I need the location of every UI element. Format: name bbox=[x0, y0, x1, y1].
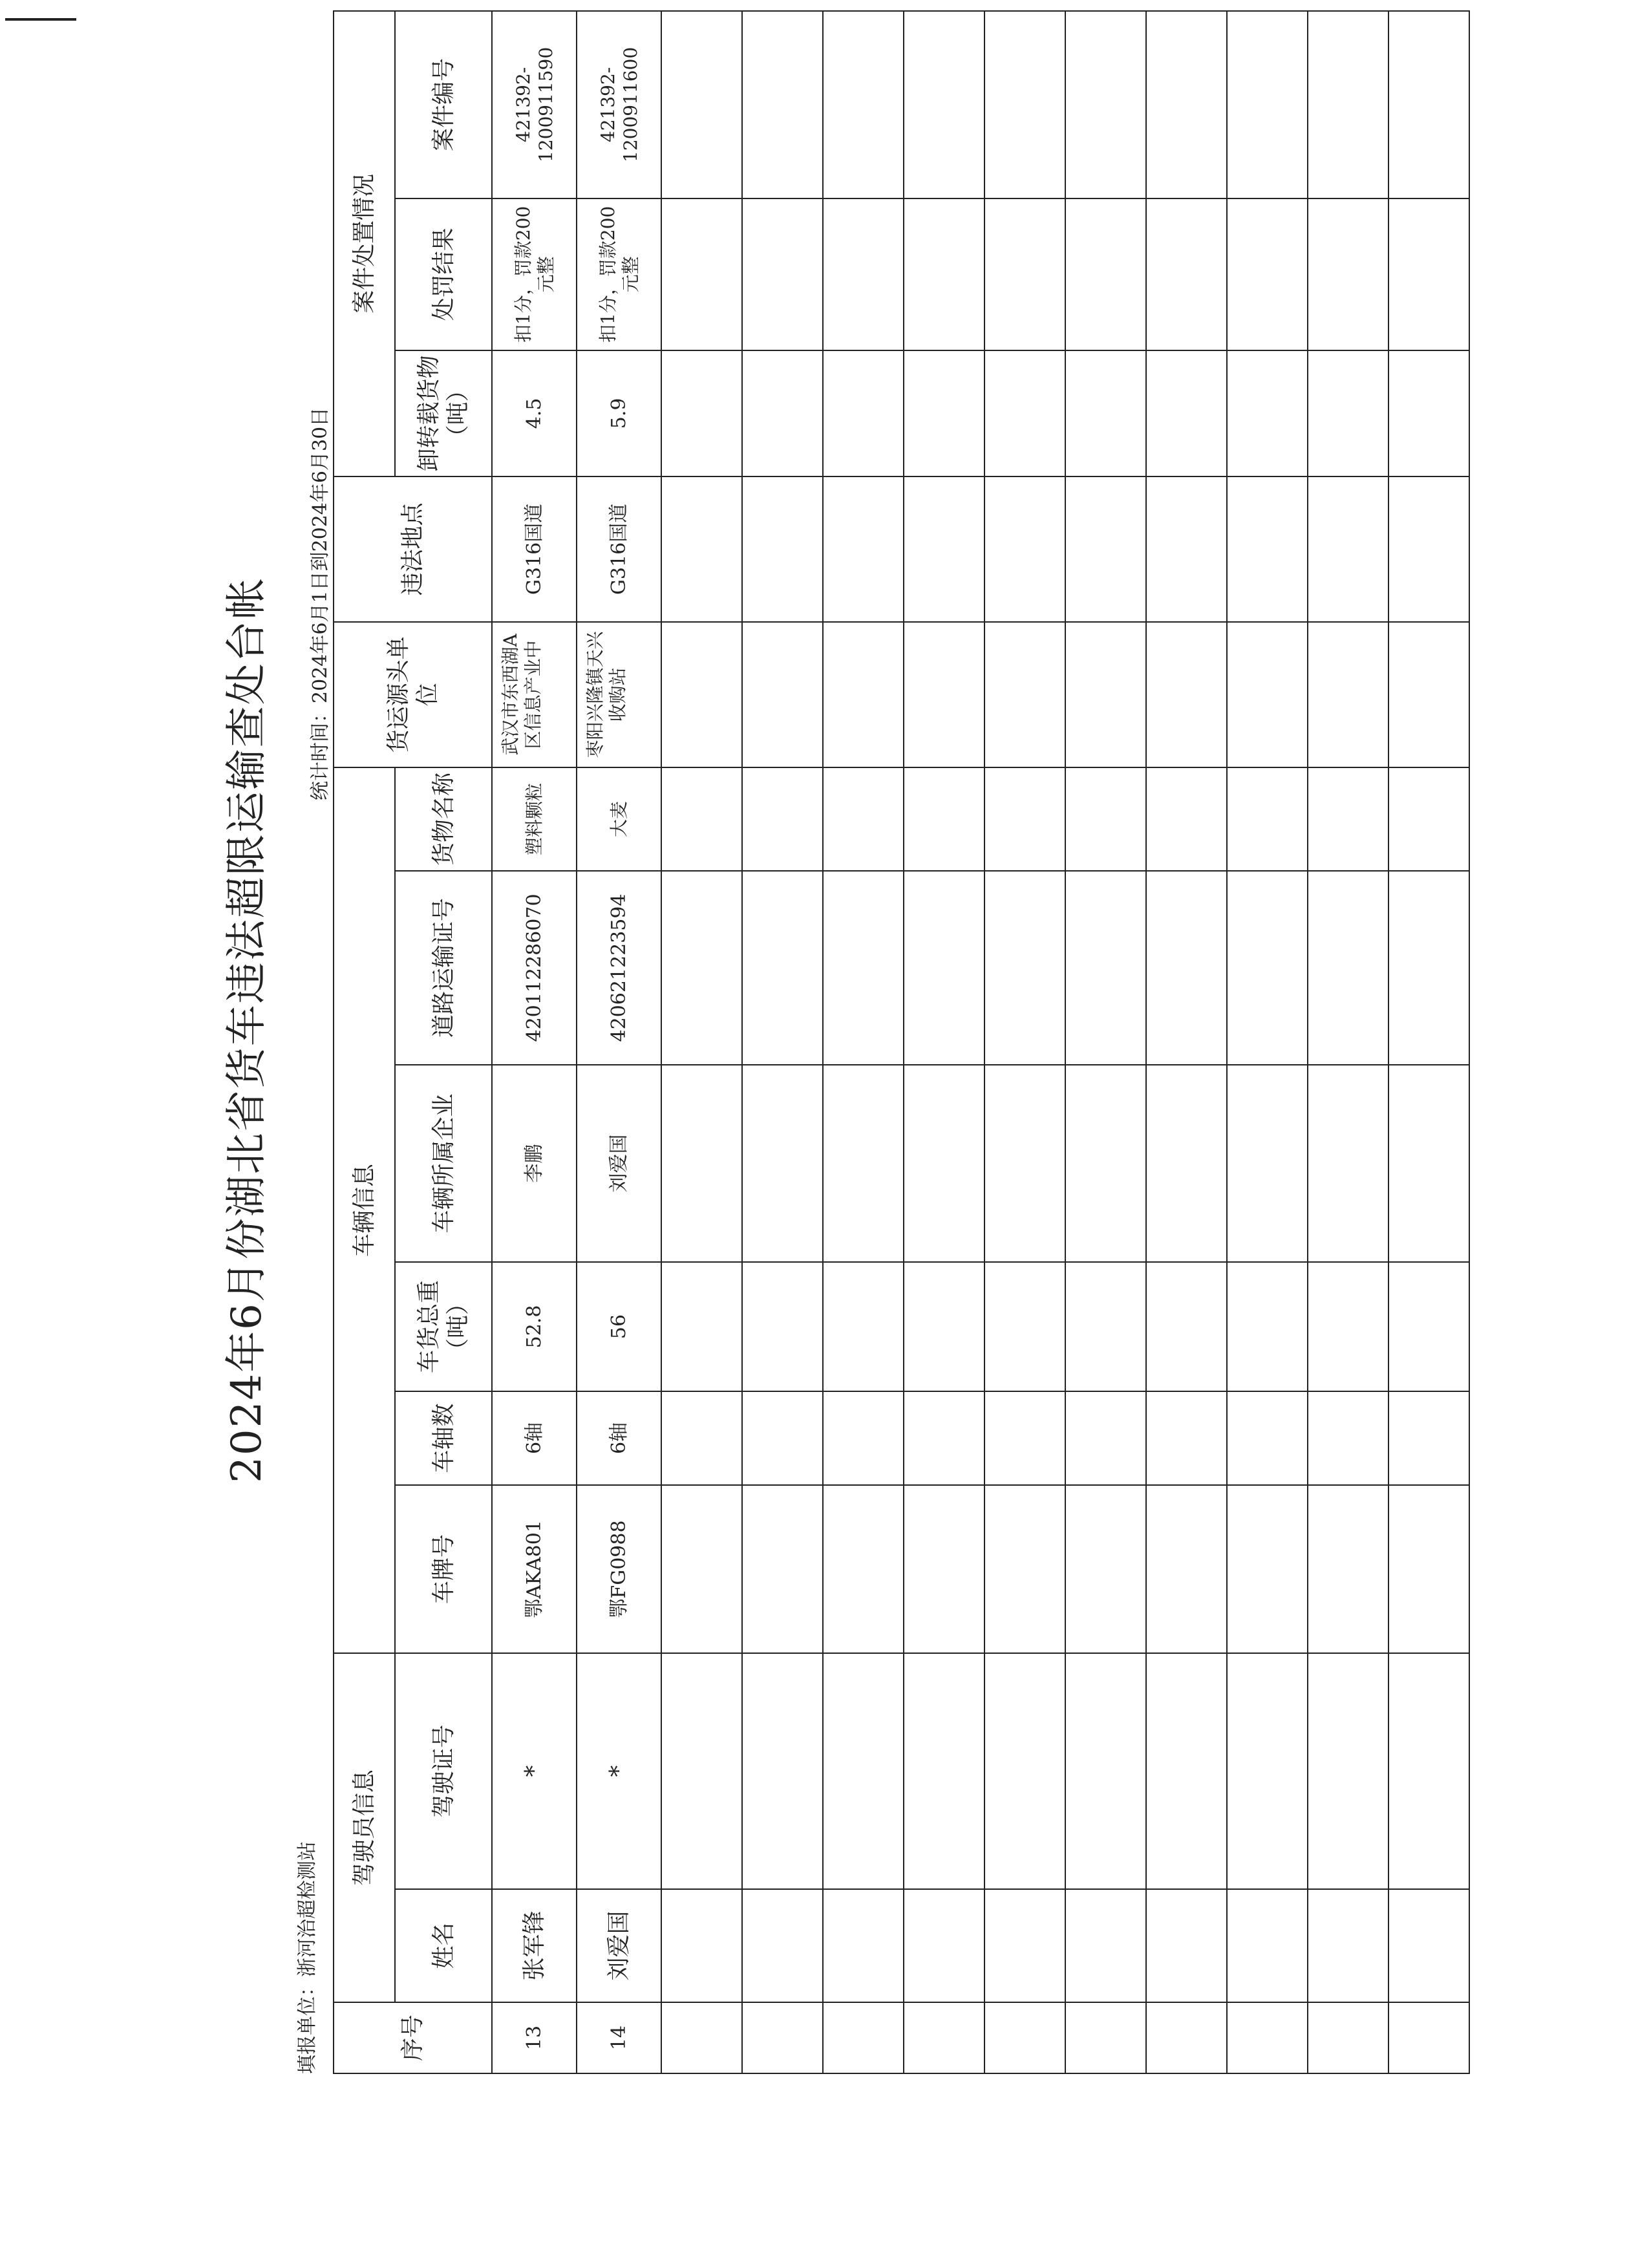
empty-cell bbox=[1227, 1065, 1308, 1262]
cell-case-no: 421392-1200911590 bbox=[492, 11, 577, 198]
empty-cell bbox=[904, 1391, 984, 1485]
empty-cell bbox=[661, 767, 742, 871]
empty-cell bbox=[984, 11, 1065, 198]
empty-cell bbox=[742, 622, 823, 767]
cell-owner: 刘爱国 bbox=[577, 1065, 661, 1262]
empty-cell bbox=[1065, 476, 1146, 622]
empty-cell bbox=[984, 1391, 1065, 1485]
empty-table-row bbox=[904, 11, 984, 2073]
empty-cell bbox=[1065, 1485, 1146, 1653]
empty-cell bbox=[823, 11, 904, 198]
empty-table-row bbox=[1146, 11, 1227, 2073]
empty-cell bbox=[742, 1262, 823, 1391]
cell-location: G316国道 bbox=[577, 476, 661, 622]
cell-penalty: 扣1分，罚款200元整 bbox=[492, 198, 577, 350]
empty-cell bbox=[1227, 198, 1308, 350]
empty-cell bbox=[661, 1653, 742, 1889]
empty-table-row bbox=[742, 11, 823, 2073]
empty-cell bbox=[904, 2002, 984, 2073]
empty-cell bbox=[1308, 871, 1388, 1065]
statistics-period: 统计时间：2024年6月1日到2024年6月30日 bbox=[309, 407, 332, 800]
empty-cell bbox=[904, 350, 984, 476]
empty-cell bbox=[823, 476, 904, 622]
empty-cell bbox=[661, 1391, 742, 1485]
table-row bbox=[492, 11, 577, 2073]
empty-cell bbox=[904, 1485, 984, 1653]
empty-cell bbox=[1388, 350, 1469, 476]
empty-cell bbox=[1146, 350, 1227, 476]
empty-cell bbox=[1146, 1485, 1227, 1653]
empty-cell bbox=[904, 11, 984, 198]
empty-cell bbox=[823, 1485, 904, 1653]
header-gross: 车货总重（吨） bbox=[395, 1262, 492, 1391]
cell-gross: 52.8 bbox=[492, 1262, 577, 1391]
empty-cell bbox=[1227, 350, 1308, 476]
empty-cell bbox=[984, 1485, 1065, 1653]
empty-cell bbox=[661, 350, 742, 476]
empty-cell bbox=[661, 1262, 742, 1391]
empty-cell bbox=[984, 476, 1065, 622]
empty-cell bbox=[1388, 871, 1469, 1065]
empty-table-row bbox=[1065, 11, 1146, 2073]
empty-cell bbox=[661, 2002, 742, 2073]
empty-cell bbox=[1308, 1889, 1388, 2002]
empty-cell bbox=[742, 767, 823, 871]
empty-cell bbox=[1146, 198, 1227, 350]
cell-name: 刘爱国 bbox=[577, 1889, 661, 2002]
empty-cell bbox=[1146, 622, 1227, 767]
empty-cell bbox=[823, 1065, 904, 1262]
empty-cell bbox=[904, 1065, 984, 1262]
empty-cell bbox=[1388, 622, 1469, 767]
empty-cell bbox=[1308, 1065, 1388, 1262]
empty-cell bbox=[742, 350, 823, 476]
cell-owner: 李鹏 bbox=[492, 1065, 577, 1262]
header-license: 驾驶证号 bbox=[395, 1653, 492, 1889]
cell-source bbox=[492, 622, 577, 767]
cell-license: * bbox=[492, 1653, 577, 1889]
cell-cargo: 大麦 bbox=[577, 767, 661, 871]
empty-cell bbox=[742, 1653, 823, 1889]
cell-name: 张军锋 bbox=[492, 1889, 577, 2002]
empty-cell bbox=[742, 1065, 823, 1262]
cell-location: G316国道 bbox=[492, 476, 577, 622]
empty-cell bbox=[984, 1262, 1065, 1391]
empty-cell bbox=[904, 767, 984, 871]
empty-cell bbox=[904, 198, 984, 350]
header-row-groups bbox=[334, 11, 395, 2073]
header-plate: 车牌号 bbox=[395, 1485, 492, 1653]
empty-table-row bbox=[984, 11, 1065, 2073]
cell-plate: 鄂AKA801 bbox=[492, 1485, 577, 1653]
cell-seq: 13 bbox=[492, 2002, 577, 2073]
empty-cell bbox=[984, 198, 1065, 350]
page-title: 2024年6月份湖北省货车违法超限运输查处台帐 bbox=[223, 577, 271, 1483]
empty-cell bbox=[1388, 2002, 1469, 2073]
empty-cell bbox=[1388, 1889, 1469, 2002]
empty-table-row bbox=[823, 11, 904, 2073]
empty-cell bbox=[984, 1653, 1065, 1889]
empty-cell bbox=[1388, 198, 1469, 350]
empty-cell bbox=[742, 871, 823, 1065]
empty-cell bbox=[823, 1889, 904, 2002]
header-name: 姓名 bbox=[395, 1889, 492, 2002]
empty-cell bbox=[823, 767, 904, 871]
empty-cell bbox=[1308, 767, 1388, 871]
empty-cell bbox=[1146, 11, 1227, 198]
empty-cell bbox=[984, 767, 1065, 871]
empty-cell bbox=[1146, 767, 1227, 871]
empty-cell bbox=[742, 1889, 823, 2002]
empty-cell bbox=[904, 1653, 984, 1889]
empty-cell bbox=[1065, 2002, 1146, 2073]
empty-cell bbox=[823, 198, 904, 350]
header-owner: 车辆所属企业 bbox=[395, 1065, 492, 1262]
empty-cell bbox=[984, 2002, 1065, 2073]
empty-cell bbox=[1308, 2002, 1388, 2073]
empty-cell bbox=[1065, 622, 1146, 767]
empty-cell bbox=[1308, 198, 1388, 350]
header-case-no: 案件编号 bbox=[395, 11, 492, 198]
empty-cell bbox=[1065, 767, 1146, 871]
cell-case-no: 421392-1200911600 bbox=[577, 11, 661, 198]
empty-cell bbox=[1146, 476, 1227, 622]
empty-cell bbox=[823, 2002, 904, 2073]
empty-cell bbox=[1065, 871, 1146, 1065]
empty-cell bbox=[1227, 1391, 1308, 1485]
empty-cell bbox=[984, 350, 1065, 476]
empty-cell bbox=[661, 1485, 742, 1653]
header-seq: 序号 bbox=[334, 2002, 492, 2073]
header-cargo: 货物名称 bbox=[395, 767, 492, 871]
empty-cell bbox=[904, 622, 984, 767]
empty-cell bbox=[1146, 1889, 1227, 2002]
empty-cell bbox=[1388, 1653, 1469, 1889]
header-unload: 卸转载货物（吨） bbox=[395, 350, 492, 476]
cell-seq: 14 bbox=[577, 2002, 661, 2073]
empty-cell bbox=[1308, 350, 1388, 476]
cell-unload: 5.9 bbox=[577, 350, 661, 476]
empty-cell bbox=[661, 1889, 742, 2002]
header-case-group: 案件处置情况 bbox=[334, 11, 395, 476]
empty-cell bbox=[1308, 1653, 1388, 1889]
header-source: 货运源头单位 bbox=[334, 622, 492, 767]
cell-transport-cert: 420112286070 bbox=[492, 871, 577, 1065]
empty-cell bbox=[661, 622, 742, 767]
header-location: 违法地点 bbox=[334, 476, 492, 622]
header-axles: 车轴数 bbox=[395, 1391, 492, 1485]
empty-cell bbox=[1065, 1889, 1146, 2002]
empty-cell bbox=[1227, 11, 1308, 198]
empty-cell bbox=[823, 622, 904, 767]
cell-gross: 56 bbox=[577, 1262, 661, 1391]
empty-cell bbox=[904, 871, 984, 1065]
empty-cell bbox=[1065, 1065, 1146, 1262]
header-penalty: 处罚结果 bbox=[395, 198, 492, 350]
empty-cell bbox=[1388, 1485, 1469, 1653]
table-row bbox=[577, 11, 661, 2073]
empty-cell bbox=[1227, 767, 1308, 871]
empty-cell bbox=[661, 871, 742, 1065]
empty-cell bbox=[1065, 1653, 1146, 1889]
empty-cell bbox=[984, 871, 1065, 1065]
empty-cell bbox=[1227, 871, 1308, 1065]
header-transport-cert: 道路运输证号 bbox=[395, 871, 492, 1065]
empty-cell bbox=[904, 1262, 984, 1391]
empty-cell bbox=[1227, 476, 1308, 622]
reporting-unit: 填报单位：浙河治超检测站 bbox=[296, 1841, 319, 2074]
ledger-table bbox=[333, 10, 1470, 2074]
cell-cargo: 塑料颗粒 bbox=[492, 767, 577, 871]
empty-cell bbox=[661, 1065, 742, 1262]
empty-cell bbox=[661, 11, 742, 198]
cell-axles: 6轴 bbox=[492, 1391, 577, 1485]
empty-table-row bbox=[1388, 11, 1469, 2073]
empty-cell bbox=[984, 622, 1065, 767]
empty-cell bbox=[1227, 1889, 1308, 2002]
empty-cell bbox=[742, 476, 823, 622]
empty-cell bbox=[1146, 2002, 1227, 2073]
empty-cell bbox=[823, 350, 904, 476]
empty-cell bbox=[1065, 350, 1146, 476]
cell-source bbox=[577, 622, 661, 767]
empty-cell bbox=[742, 198, 823, 350]
empty-cell bbox=[1388, 11, 1469, 198]
empty-cell bbox=[1146, 1262, 1227, 1391]
empty-cell bbox=[823, 1653, 904, 1889]
empty-cell bbox=[1227, 622, 1308, 767]
cell-penalty: 扣1分，罚款200元整 bbox=[577, 198, 661, 350]
cell-source-text: 枣阳兴隆镇天兴收购站 bbox=[584, 631, 628, 758]
empty-cell bbox=[661, 198, 742, 350]
empty-table-row bbox=[1227, 11, 1308, 2073]
empty-cell bbox=[1146, 1065, 1227, 1262]
empty-cell bbox=[1308, 1485, 1388, 1653]
empty-cell bbox=[1065, 11, 1146, 198]
empty-cell bbox=[1227, 1653, 1308, 1889]
cell-axles: 6轴 bbox=[577, 1391, 661, 1485]
empty-cell bbox=[661, 476, 742, 622]
cell-unload: 4.5 bbox=[492, 350, 577, 476]
empty-cell bbox=[1146, 1653, 1227, 1889]
empty-cell bbox=[823, 1391, 904, 1485]
empty-cell bbox=[1388, 1262, 1469, 1391]
empty-cell bbox=[1227, 2002, 1308, 2073]
empty-cell bbox=[1146, 1391, 1227, 1485]
empty-cell bbox=[1227, 1262, 1308, 1391]
empty-cell bbox=[1146, 871, 1227, 1065]
empty-cell bbox=[1308, 1391, 1388, 1485]
cell-source-text: 武汉市东西湖A区信息产业中 bbox=[500, 634, 544, 756]
empty-cell bbox=[1308, 476, 1388, 622]
header-driver-group: 驾驶员信息 bbox=[334, 1653, 395, 2002]
empty-cell bbox=[742, 11, 823, 198]
empty-cell bbox=[1388, 767, 1469, 871]
empty-table-row bbox=[1308, 11, 1388, 2073]
empty-cell bbox=[742, 2002, 823, 2073]
empty-cell bbox=[1388, 1065, 1469, 1262]
empty-cell bbox=[823, 871, 904, 1065]
empty-cell bbox=[1065, 198, 1146, 350]
cell-transport-cert: 420621223594 bbox=[577, 871, 661, 1065]
empty-cell bbox=[1388, 1391, 1469, 1485]
empty-cell bbox=[904, 1889, 984, 2002]
empty-cell bbox=[1065, 1262, 1146, 1391]
empty-cell bbox=[1308, 622, 1388, 767]
header-vehicle-group: 车辆信息 bbox=[334, 767, 395, 1653]
cell-plate: 鄂FG0988 bbox=[577, 1485, 661, 1653]
ledger-body bbox=[492, 11, 1469, 2073]
empty-cell bbox=[1388, 476, 1469, 622]
empty-cell bbox=[984, 1889, 1065, 2002]
header-row-columns bbox=[395, 11, 492, 2073]
empty-cell bbox=[742, 1391, 823, 1485]
empty-cell bbox=[1308, 1262, 1388, 1391]
empty-cell bbox=[904, 476, 984, 622]
empty-cell bbox=[823, 1262, 904, 1391]
empty-cell bbox=[742, 1485, 823, 1653]
empty-cell bbox=[1065, 1391, 1146, 1485]
empty-cell bbox=[984, 1065, 1065, 1262]
cell-license: * bbox=[577, 1653, 661, 1889]
empty-cell bbox=[1308, 11, 1388, 198]
empty-table-row bbox=[661, 11, 742, 2073]
empty-cell bbox=[1227, 1485, 1308, 1653]
